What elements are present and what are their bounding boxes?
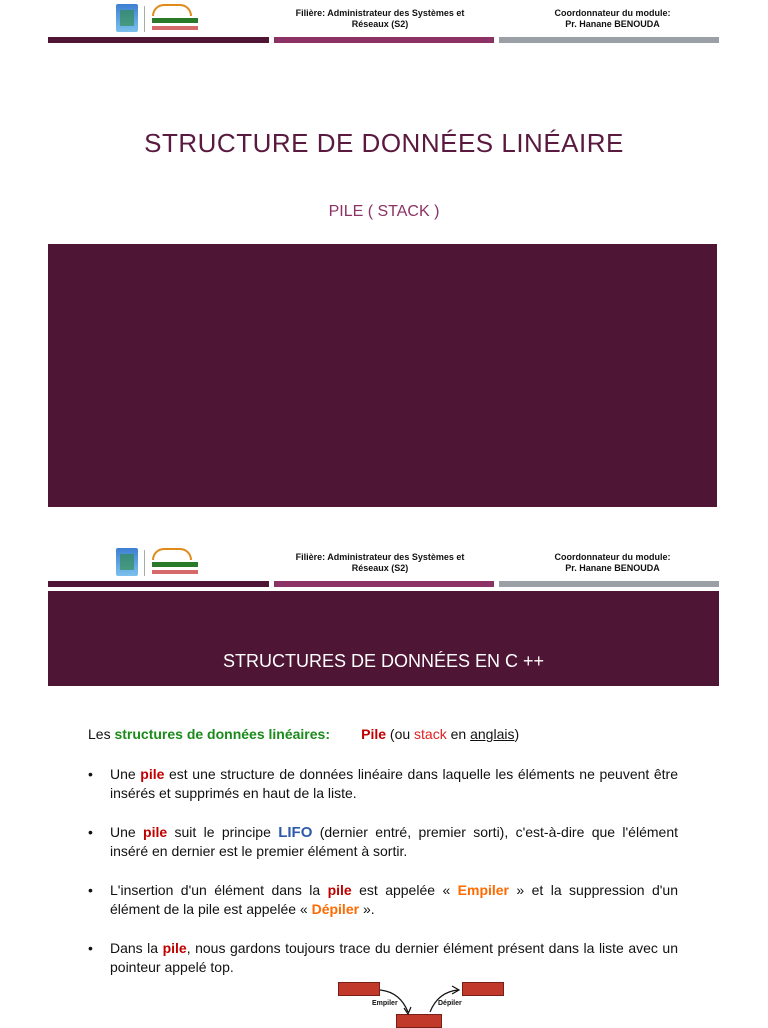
slide1-maroon-panel (48, 244, 717, 507)
filiere-line2: Réseaux (S2) (351, 19, 409, 29)
school-logo (110, 548, 200, 578)
filiere-line2: Réseaux (S2) (351, 563, 409, 573)
filiere-line1: Filière: Administrateur des Systèmes et (295, 8, 465, 18)
keyword-depiler: Dépiler (311, 901, 360, 917)
keyword-pile: pile (327, 882, 352, 898)
keyword-pile: pile (140, 766, 165, 782)
text: Dans la (110, 940, 163, 956)
filiere-label (275, 552, 485, 574)
slide2-header (0, 544, 768, 592)
header-bar-maroon (48, 581, 269, 587)
keyword-empiler: Empiler (457, 882, 510, 898)
keyword-pile: pile (162, 940, 187, 956)
logo-text-bar (152, 18, 198, 23)
empiler-label: Empiler (372, 1000, 398, 1007)
building-logo-icon (116, 548, 138, 576)
stack-arrows (330, 978, 520, 1024)
filiere-line1: Filière: Administrateur des Systèmes et (295, 552, 465, 562)
coordinator-label (520, 8, 705, 30)
intro-line (88, 726, 519, 742)
bullet-dot: • (88, 882, 93, 898)
intro-pile: Pile (361, 726, 387, 742)
coord-line2: Pr. Hanane BENOUDA (565, 19, 660, 29)
intro-prefix: Les (88, 726, 115, 742)
text: , nous gardons toujours trace du dernier élément présent dans la liste avec un pointeur appelé top. (110, 940, 678, 975)
text: est une structure de données linéaire dans laquelle les éléments ne peuvent être insérés et supprimés en haut de la liste. (110, 766, 679, 801)
logo-separator (144, 550, 145, 576)
text: Une (110, 824, 144, 840)
header-bar-maroon (48, 37, 269, 43)
intro-green: structures de données linéaires: (114, 726, 330, 742)
slide2-title: STRUCTURES DE DONNÉES EN C ++ (222, 651, 545, 671)
text: suit le principe (167, 824, 279, 840)
coord-line2: Pr. Hanane BENOUDA (565, 563, 660, 573)
header-bar-gray (499, 581, 719, 587)
keyword-lifo: LIFO (278, 824, 313, 841)
bullet-1 (88, 765, 678, 803)
header-bar-gray (499, 37, 719, 43)
coord-line1: Coordonnateur du module: (554, 8, 671, 18)
text: ». (359, 901, 375, 917)
coord-line1: Coordonnateur du module: (554, 552, 671, 562)
intro-close: ) (514, 726, 520, 742)
bullet-4 (88, 939, 678, 977)
building-logo-icon (116, 4, 138, 32)
school-logo (110, 4, 200, 34)
header-bar-magenta (274, 37, 494, 43)
bullet-2 (88, 823, 678, 861)
text: est appelée « (351, 882, 458, 898)
header-bar-magenta (274, 581, 494, 587)
text: (dernier entré, premier sorti), c'est-à-dire que l'élément inséré en dernier est le premier élément à sortir. (110, 824, 678, 859)
intro-anglais: anglais (470, 726, 515, 742)
logo-text-bar-2 (152, 570, 198, 574)
slide1-subtitle: PILE ( STACK ) (328, 203, 440, 220)
arch-logo-icon (152, 4, 192, 16)
text: Une (110, 766, 141, 782)
bullet-3 (88, 881, 678, 919)
filiere-label (275, 8, 485, 30)
logo-text-bar-2 (152, 26, 198, 30)
text: » et la suppression d'un élément de la pile est appelée « (110, 882, 678, 917)
text: L'insertion d'un élément dans la (110, 882, 328, 898)
arch-logo-icon (152, 548, 192, 560)
slide1-title: STRUCTURE DE DONNÉES LINÉAIRE (144, 128, 624, 158)
intro-stack: stack (414, 726, 447, 742)
stack-diagram (330, 978, 520, 1024)
depiler-label: Dépiler (438, 1000, 462, 1007)
intro-en: en (446, 726, 471, 742)
bullet-dot: • (88, 766, 93, 782)
bullet-dot: • (88, 824, 93, 840)
bullet-dot: • (88, 940, 93, 956)
slide1-header (0, 0, 768, 48)
keyword-pile: pile (143, 824, 168, 840)
logo-text-bar (152, 562, 198, 567)
coordinator-label (520, 552, 705, 574)
intro-open: (ou (386, 726, 415, 742)
logo-separator (144, 6, 145, 32)
